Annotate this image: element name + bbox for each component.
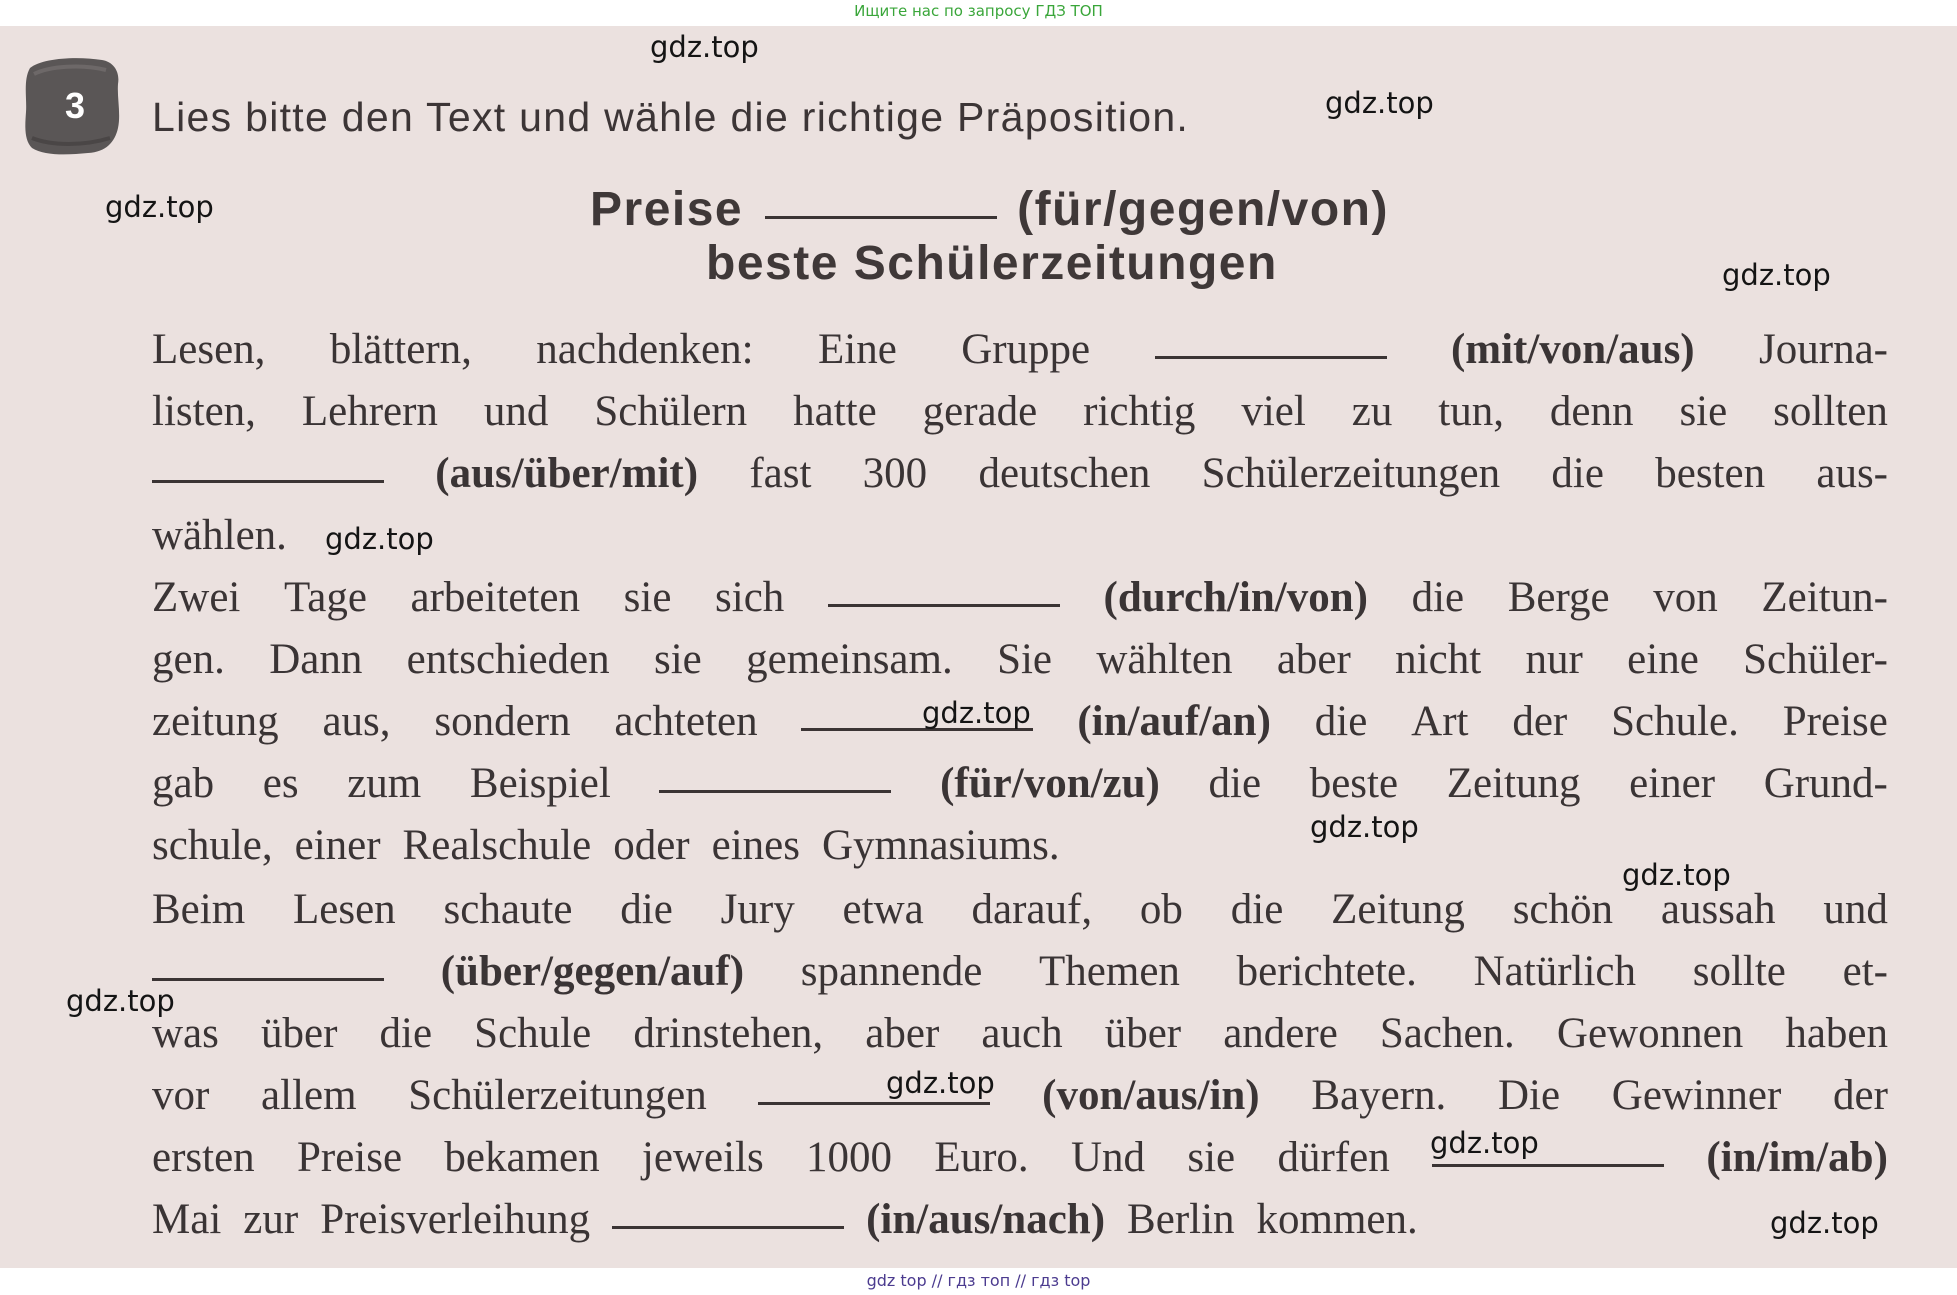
text-word: der [1512,698,1568,745]
text-word: Zeitung [1446,760,1581,807]
text-word: deutschen [978,450,1151,497]
text-word: ob [1139,886,1183,933]
text-word: hatte [793,388,877,435]
text-word: Euro. [934,1134,1029,1181]
text-word: aus, [322,698,391,745]
text-word: schule, [152,822,273,869]
text-word: eine [1627,636,1699,683]
watermark: gdz.top [886,1066,995,1100]
text-line [152,322,1888,378]
text-word: ersten [152,1134,255,1181]
text-word: sich [715,574,785,621]
bottom-banner: gdz top // гдз топ // гдз top [866,1271,1091,1290]
text-word: Schülern [594,388,748,435]
text-word: die [1551,450,1604,497]
text-word: Gewinner [1611,1072,1782,1119]
text-word: zu [1351,388,1393,435]
watermark: gdz.top [1622,858,1731,892]
text-line [152,1130,1888,1186]
text-word: die [620,886,673,933]
title-line-2: beste Schülerzeitungen [706,237,1278,290]
text-word: einer [294,822,381,869]
top-banner: Ищите нас по запросу ГДЗ ТОП [854,2,1103,20]
text-word: besten [1655,450,1766,497]
text-word: eines [711,822,800,869]
text-word: über [1104,1010,1182,1057]
exercise-number-badge [22,54,122,158]
text-word: viel [1241,388,1306,435]
watermark: gdz.top [922,696,1031,730]
text-word: Mai [152,1196,222,1243]
text-word: Die [1497,1072,1561,1119]
text-word: sie [1187,1134,1236,1181]
text-word: et- [1842,948,1888,995]
text-word: sollten [1773,388,1888,435]
text-word: nicht [1395,636,1482,683]
text-word: Tage [283,574,367,621]
text-word: Preise [1782,698,1888,745]
text-line [152,446,1888,502]
text-word: von [1653,574,1718,621]
text-word: haben [1785,1010,1888,1057]
text-line [152,1006,1888,1062]
text-word: richtig [1083,388,1196,435]
text-word: Grund- [1763,760,1888,807]
text-word: die [1314,698,1368,745]
watermark: gdz.top [105,190,214,224]
text-word: Gruppe [961,326,1091,373]
preposition-options: (in/auf/an) [1077,698,1271,745]
text-word: Berlin [1127,1196,1235,1243]
text-word: sie [1679,388,1728,435]
answer-blank[interactable] [1155,322,1387,359]
text-word: gen. [152,636,225,683]
preposition-options: (über/gegen/auf) [440,948,745,995]
text-word: was [152,1010,219,1057]
text-word: Sachen. [1379,1010,1515,1057]
text-word: schön [1512,886,1614,933]
text-word: Lehrern [301,388,438,435]
title-line-1 [590,180,1389,237]
text-word: nachdenken: [536,326,754,373]
text-word: etwa [842,886,924,933]
text-line [152,632,1888,688]
text-word: beste [1309,760,1399,807]
text-line [152,1068,1888,1124]
text-word: wählen. [152,512,287,559]
watermark: gdz.top [325,522,434,556]
text-word: bekamen [444,1134,600,1181]
text-word: die [1411,574,1465,621]
text-word: der [1833,1072,1888,1119]
text-word: Schülerzeitungen [1201,450,1501,497]
text-word: allem [261,1072,357,1119]
text-word: 1000 [806,1134,893,1181]
text-word: Schülerzeitungen [408,1072,707,1119]
text-word: dürfen [1277,1134,1390,1181]
text-word: Natürlich [1473,948,1636,995]
text-word: gerade [922,388,1038,435]
text-word: Gymnasiums. [821,822,1060,869]
watermark: gdz.top [1722,258,1831,292]
text-line [152,756,1888,812]
text-word: denn [1549,388,1634,435]
text-word: Gewonnen [1556,1010,1744,1057]
text-line [152,384,1888,440]
text-word: Beispiel [469,760,611,807]
text-word: Themen [1039,948,1180,995]
watermark: gdz.top [1310,810,1419,844]
text-word: sondern [434,698,571,745]
text-word: zur [243,1196,299,1243]
text-word: aber [1276,636,1351,683]
text-word: fast [749,450,812,497]
text-word: Preise [296,1134,403,1181]
text-line [152,570,1888,626]
text-word: gemeinsam. [746,636,953,683]
text-word: auch [981,1010,1063,1057]
watermark: gdz.top [1430,1126,1539,1160]
text-word: Preisverleihung [320,1196,591,1243]
text-word: entschieden [406,636,610,683]
text-word: zeitung [152,698,279,745]
text-word: wählten [1096,636,1233,683]
text-word: Eine [817,326,897,373]
answer-blank[interactable] [152,944,384,981]
text-word: achteten [614,698,758,745]
text-word: tun, [1438,388,1504,435]
text-word: Dann [269,636,363,683]
text-word: Schüler- [1743,636,1888,683]
text-word: die [1230,886,1284,933]
text-word: einer [1629,760,1716,807]
text-word: und [1823,886,1888,933]
preposition-options: (in/im/ab) [1706,1134,1888,1181]
text-word: Journa- [1759,326,1888,373]
text-word: es [262,760,299,807]
text-word: oder [613,822,690,869]
text-word: Lesen [293,886,396,933]
text-word: kommen. [1256,1196,1418,1243]
title-blank[interactable] [765,180,997,219]
text-word: Schule. [1611,698,1739,745]
title-word: Preise [590,183,744,236]
text-word: und [483,388,549,435]
watermark: gdz.top [66,984,175,1018]
text-word: aber [865,1010,940,1057]
text-word: zum [347,760,422,807]
text-word: schaute [443,886,573,933]
text-word: die [379,1010,433,1057]
text-word: Bayern. [1311,1072,1447,1119]
text-word: sie [654,636,702,683]
watermark: gdz.top [650,30,759,64]
text-word: Zeitun- [1761,574,1888,621]
preposition-options: (mit/von/aus) [1450,326,1695,373]
text-word: nur [1525,636,1583,683]
preposition-options: (für/von/zu) [940,760,1160,807]
text-word: drinstehen, [633,1010,824,1057]
watermark: gdz.top [1325,86,1434,120]
text-word: Art [1411,698,1469,745]
answer-blank[interactable] [659,756,891,793]
text-word: listen, [152,388,256,435]
text-word: aussah [1660,886,1776,933]
text-word: arbeiteten [410,574,581,621]
text-word: gab [152,760,215,807]
text-word: Realschule [402,822,592,869]
text-word: Zwei [152,574,241,621]
answer-blank[interactable] [152,446,384,483]
text-line [152,1192,1888,1248]
text-word: Beim [152,886,246,933]
text-word: vor [152,1072,210,1119]
text-word: darauf, [971,886,1093,933]
text-word: sollte [1692,948,1786,995]
preposition-options: (in/aus/nach) [866,1196,1106,1243]
text-word: die [1208,760,1262,807]
text-word: spannende [800,948,983,995]
text-word: über [260,1010,338,1057]
text-word: sie [623,574,672,621]
preposition-options: (von/aus/in) [1042,1072,1260,1119]
text-word: Jury [720,886,795,933]
answer-blank[interactable] [612,1192,844,1229]
text-word: andere [1223,1010,1338,1057]
text-word: jeweils [641,1134,764,1181]
text-word: blättern, [329,326,472,373]
text-word: Und [1071,1134,1146,1181]
text-word: aus- [1816,450,1888,497]
watermark: gdz.top [1770,1206,1879,1240]
answer-blank[interactable] [828,570,1060,607]
text-word: berichtete. [1236,948,1417,995]
title-options: (für/gegen/von) [1017,183,1389,236]
text-line [152,944,1888,1000]
text-word: Berge [1507,574,1610,621]
text-word: Sie [997,636,1053,683]
preposition-options: (aus/über/mit) [435,450,699,497]
text-word: Lesen, [152,326,266,373]
text-word: Schule [474,1010,592,1057]
preposition-options: (durch/in/von) [1103,574,1368,621]
exercise-instruction: Lies bitte den Text und wähle die richtige Präposition. [152,94,1190,140]
text-word: Zeitung [1331,886,1465,933]
exercise-number: 3 [64,85,86,126]
text-word: 300 [862,450,928,497]
